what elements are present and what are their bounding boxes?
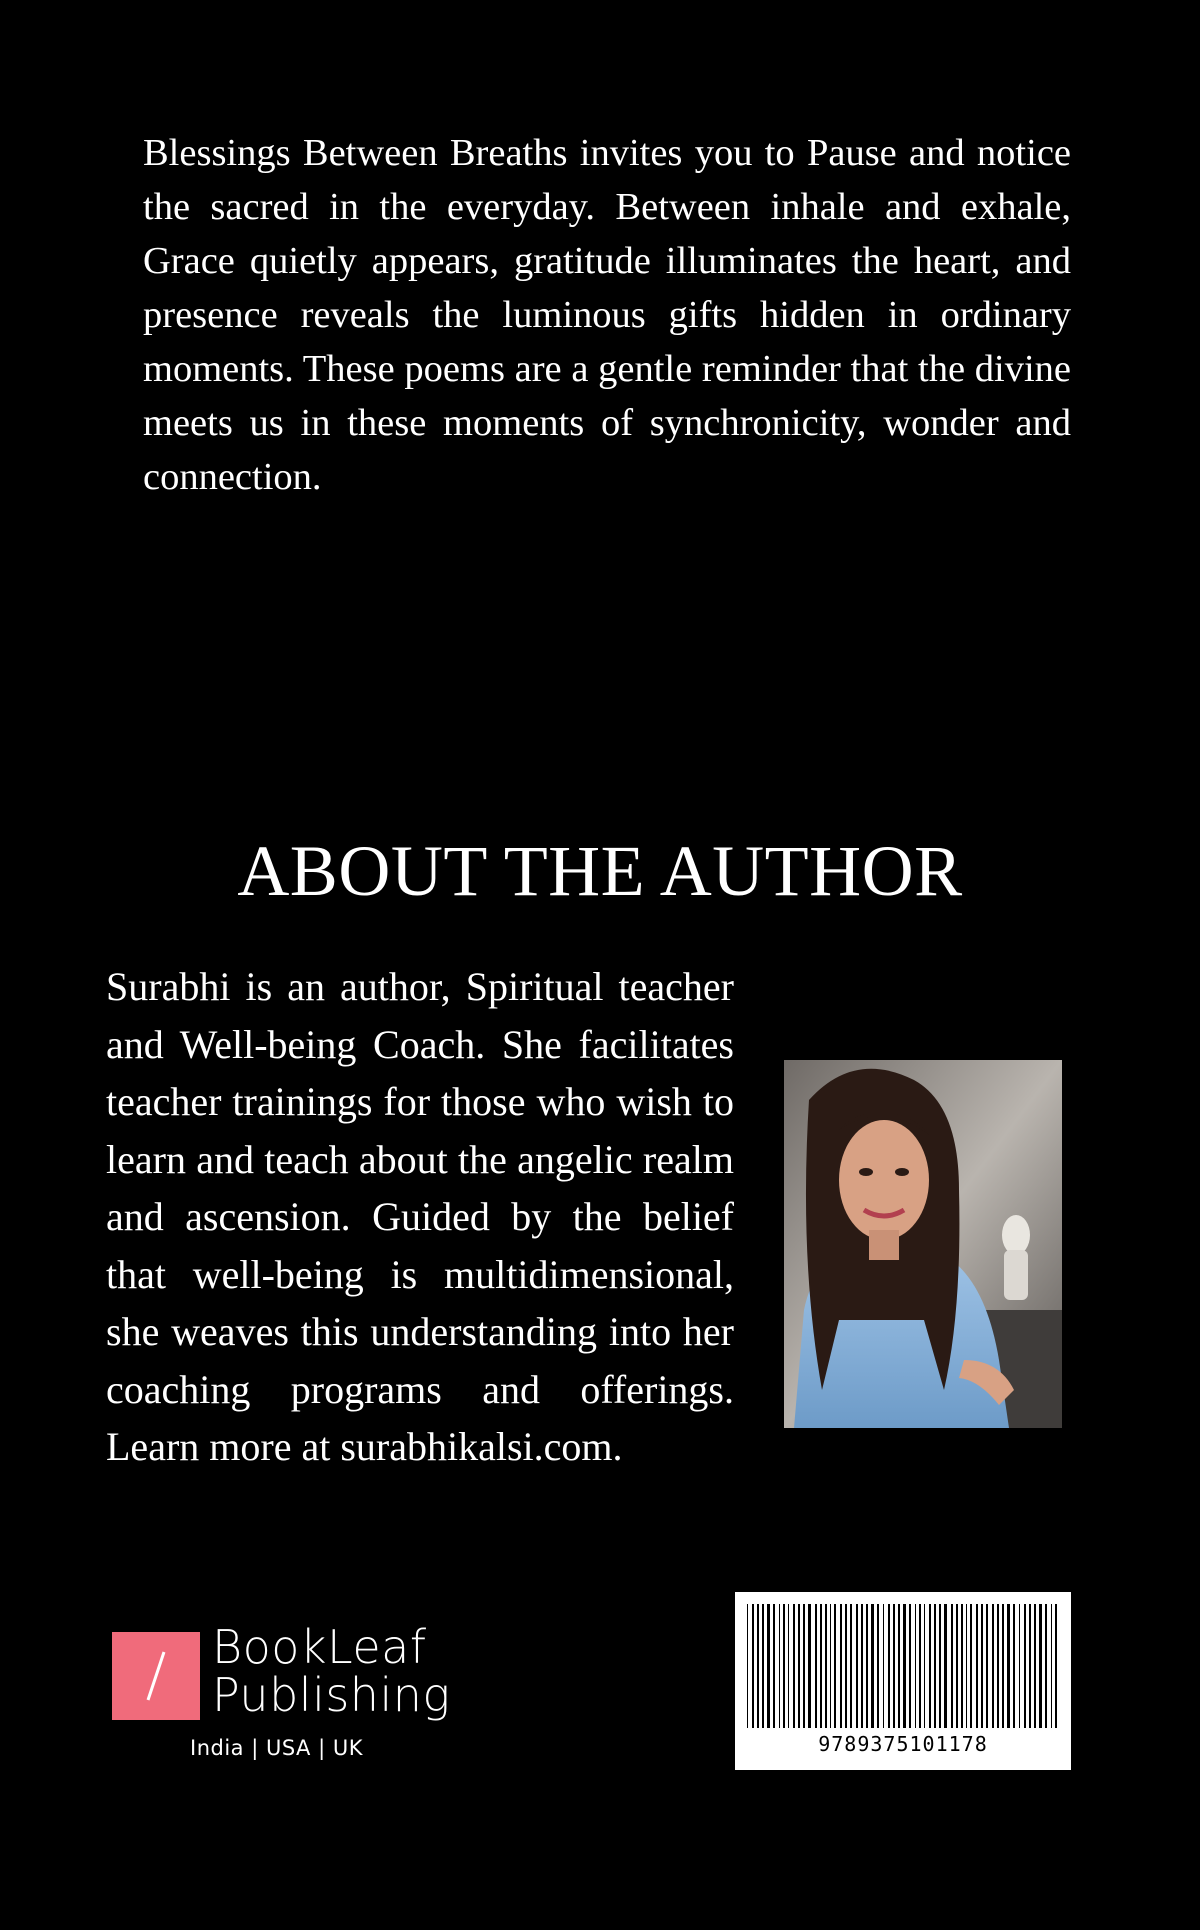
about-author-heading: ABOUT THE AUTHOR bbox=[237, 831, 963, 911]
barcode-bars bbox=[745, 1604, 1061, 1728]
back-cover-blurb: Blessings Between Breaths invites you to Pause and notice the sacred in the everyday. Between inhale and exhale, Grace quietly appears, gratitude illuminates the heart, and presence reveals the luminous gifts hidden in ordinary moments. These poems are a gentle reminder that the divine meets us in these moments of synchronicity, wonder and connection. bbox=[143, 132, 1071, 498]
author-bio: Surabhi is an author, Spiritual teacher and Well-being Coach. She facilitates teacher trainings for those who wish to learn and teach about the angelic realm and ascension. Guided by the belief that well-being is multidimensional, she weaves this understanding into her coaching programs and offerings. Learn more at surabhikalsi.com. bbox=[106, 964, 734, 1469]
author-photo bbox=[784, 1060, 1062, 1428]
publisher-name-line2: Publishing bbox=[212, 1668, 451, 1722]
isbn-number: 9789375101178 bbox=[818, 1732, 988, 1756]
publisher-logo bbox=[112, 1620, 492, 1778]
publisher-logo-mark bbox=[112, 1632, 200, 1720]
isbn-barcode bbox=[735, 1592, 1071, 1770]
publisher-name-line1: BookLeaf bbox=[212, 1620, 427, 1674]
publisher-regions: India | USA | UK bbox=[190, 1736, 363, 1760]
